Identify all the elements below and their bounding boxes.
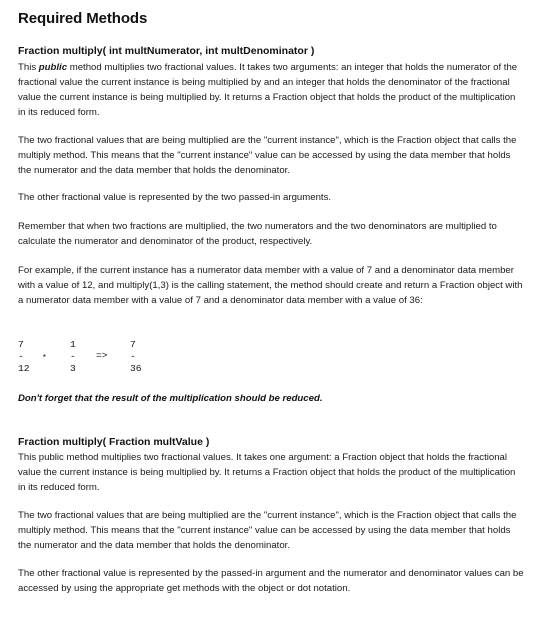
method2-description: This public method multiplies two fractional values. It takes one argument: a Fraction object that holds the fractional value the current instance is being multiplied by. It returns a Fraction object that holds the product of the multiplication in its reduced form. (18, 452, 516, 493)
example-multiply-operator: * (42, 354, 47, 363)
method1-description (18, 60, 524, 120)
method1-current-instance-paragraph: The two fractional values that are being multiplied are the "current instance", which is the Fraction object that calls the multiply method. This means that the "current instance" value can be accessed by using the data member that holds the numerator and the data member that holds the denominator. (18, 135, 517, 176)
method1-reduction-note: Don't forget that the result of the multiplication should be reduced. (18, 393, 323, 404)
method2-other-value-paragraph: The other fractional value is represented by the passed-in argument and the numerator and denominator values can be accessed by using the appropriate get methods with the object or dot notation. (18, 568, 524, 594)
example-denominator-1: 12 (18, 363, 30, 374)
example-bar-2: - (70, 351, 76, 362)
example-bar-3: - (130, 351, 136, 362)
page-title: Required Methods (18, 10, 148, 27)
example-numerator-3: 7 (130, 339, 136, 350)
example-numerator-1: 7 (18, 339, 24, 350)
method1-desc-pre: This (18, 62, 39, 73)
method1-desc-emphasis: public (38, 62, 68, 73)
example-denominator-2: 3 (70, 363, 76, 374)
method1-signature: Fraction multiply( int multNumerator, int multDenominator ) (18, 45, 315, 57)
example-bar-1: - (18, 351, 24, 362)
method1-other-value-paragraph: The other fractional value is represented by the two passed-in arguments. (18, 192, 332, 203)
example-denominator-3: 36 (130, 363, 142, 374)
method2-current-instance-paragraph: The two fractional values that are being multiplied are the "current instance", which is the Fraction object that calls the multiply method. This means that the "current instance" value can be accessed by using the data member that holds the numerator and the data member that holds the denominator. (18, 510, 517, 551)
example-result-arrow: => (96, 350, 108, 361)
example-numerator-2: 1 (70, 339, 76, 350)
method2-signature: Fraction multiply( Fraction multValue ) (18, 436, 210, 448)
method1-remember-paragraph: Remember that when two fractions are multiplied, the two numerators and the two denominators are multiplied to calculate the numerator and denominator of the product, respectively. (18, 221, 497, 247)
method1-example-paragraph: For example, if the current instance has a numerator data member with a value of 7 and a denominator data member with a value of 12, and multiply(1,3) is the calling statement, the method should create and return a Fraction object with a numerator data member with a value of 7 and a denominator data member with a value of 36: (18, 265, 523, 306)
method1-desc-post: method multiplies two fractional values. It takes two arguments: an integer that holds the numerator of the fractional value the current instance is being multiplied by and an integer that holds the denominator of the fractional value the current instance is being multiplied by. It returns a Fraction object that holds the product of the multiplication in its reduced form. (18, 62, 518, 118)
